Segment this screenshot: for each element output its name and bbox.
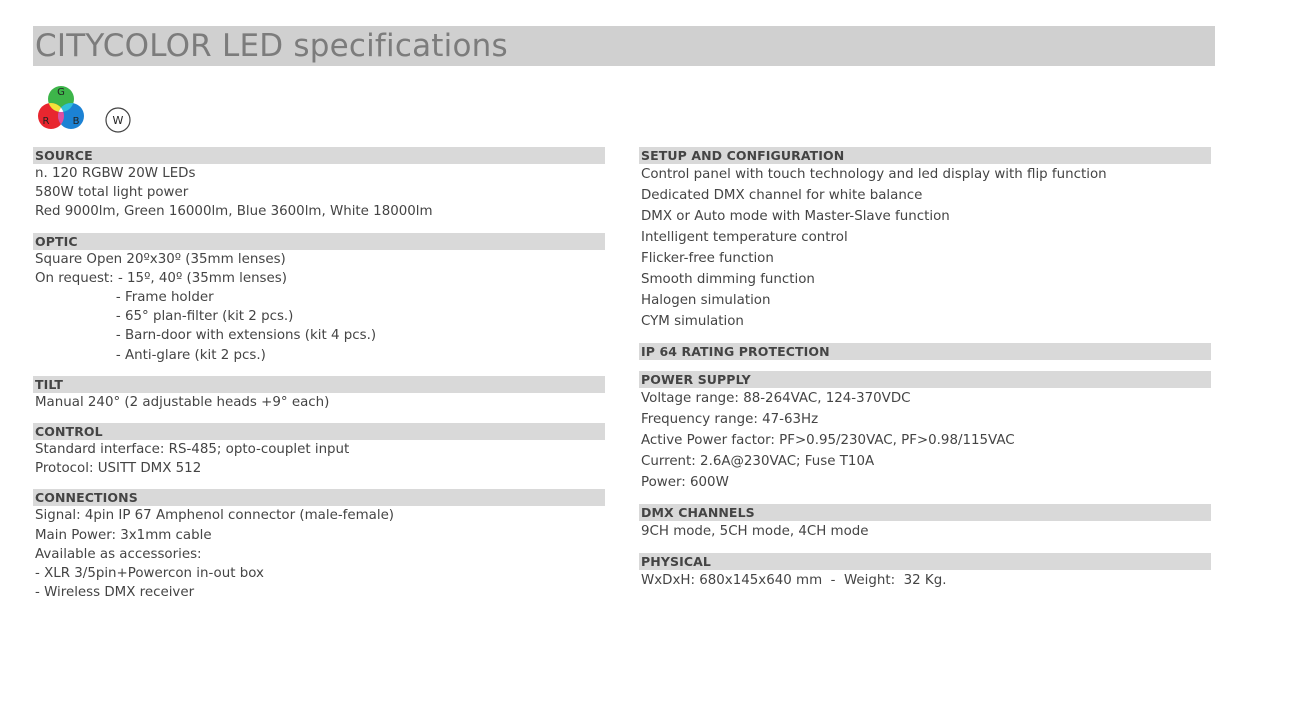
section-setup-and-configuration: [639, 147, 1211, 332]
logo-letter-g: G: [57, 87, 65, 98]
spec-line: n. 120 RGBW 20W LEDs: [35, 166, 196, 181]
section-ip-64-rating-protection: [639, 343, 1211, 360]
spec-line: Signal: 4pin IP 67 Amphenol connector (male-female): [35, 508, 395, 524]
spec-line: On request: - 15º, 40º (35mm lenses): [35, 270, 287, 286]
spec-line: - 65° plan-filter (kit 2 pcs.): [35, 309, 294, 325]
section-tilt: [33, 376, 605, 412]
section-heading: TILT: [33, 376, 605, 393]
spec-line: Current: 2.6A@230VAC; Fuse T10A: [641, 454, 875, 469]
section-dmx-channels: [639, 504, 1211, 542]
section-heading: CONTROL: [33, 423, 605, 440]
spec-line: DMX or Auto mode with Master-Slave function: [641, 209, 950, 224]
section-power-supply: [639, 371, 1211, 493]
spec-line: Voltage range: 88-264VAC, 124-370VDC: [641, 391, 911, 406]
right-column: [639, 147, 1211, 602]
title-bar: [33, 26, 1215, 66]
spec-line: - Wireless DMX receiver: [35, 585, 195, 601]
spec-line: 9CH mode, 5CH mode, 4CH mode: [641, 524, 869, 539]
spec-line: - Barn-door with extensions (kit 4 pcs.): [35, 328, 377, 344]
section-control: [33, 423, 605, 478]
rgbw-logo-icon: [33, 80, 145, 136]
spec-line: Control panel with touch technology and led display with flip function: [641, 167, 1107, 182]
spec-line: Available as accessories:: [35, 546, 202, 562]
spec-line: - Anti-glare (kit 2 pcs.): [35, 347, 266, 363]
spec-line: Square Open 20ºx30º (35mm lenses): [35, 251, 286, 267]
section-heading: SETUP AND CONFIGURATION: [639, 147, 1211, 164]
spec-line: Smooth dimming function: [641, 272, 815, 287]
section-heading: SOURCE: [33, 147, 605, 164]
section-source: [33, 147, 605, 222]
spec-line: Active Power factor: PF>0.95/230VAC, PF>0.98/115VAC: [641, 433, 1015, 448]
section-heading: POWER SUPPLY: [639, 371, 1211, 388]
spec-line: 580W total light power: [35, 185, 189, 201]
section-heading: OPTIC: [33, 233, 605, 250]
page-title: CITYCOLOR LED specifications: [35, 28, 508, 64]
spec-line: CYM simulation: [641, 314, 744, 329]
logo-letter-b: B: [72, 116, 80, 127]
section-heading: IP 64 RATING PROTECTION: [639, 343, 1211, 360]
spec-line: Red 9000lm, Green 16000lm, Blue 3600lm, White 18000lm: [35, 204, 433, 220]
section-optic: [33, 233, 605, 365]
spec-line: Frequency range: 47-63Hz: [641, 412, 819, 427]
left-column: [33, 147, 605, 613]
section-heading: DMX CHANNELS: [639, 504, 1211, 521]
logo-letter-w: W: [112, 114, 124, 127]
spec-line: Flicker-free function: [641, 251, 774, 266]
spec-line: Halogen simulation: [641, 293, 771, 308]
section-connections: [33, 489, 605, 602]
section-physical: [639, 553, 1211, 591]
spec-line: - Frame holder: [35, 290, 214, 306]
spec-line: Standard interface: RS-485; opto-couplet input: [35, 442, 350, 458]
spec-line: Main Power: 3x1mm cable: [35, 527, 212, 543]
section-heading: CONNECTIONS: [33, 489, 605, 506]
spec-line: Dedicated DMX channel for white balance: [641, 188, 923, 203]
spec-line: Protocol: USITT DMX 512: [35, 461, 202, 477]
spec-line: Power: 600W: [641, 475, 729, 490]
spec-line: WxDxH: 680x145x640 mm - Weight: 32 Kg.: [641, 573, 947, 588]
spec-line: Manual 240° (2 adjustable heads +9° each): [35, 394, 330, 410]
section-heading: PHYSICAL: [639, 553, 1211, 570]
logo-letter-r: R: [42, 116, 50, 127]
spec-line: - XLR 3/5pin+Powercon in-out box: [35, 566, 264, 582]
spec-line: Intelligent temperature control: [641, 230, 848, 245]
